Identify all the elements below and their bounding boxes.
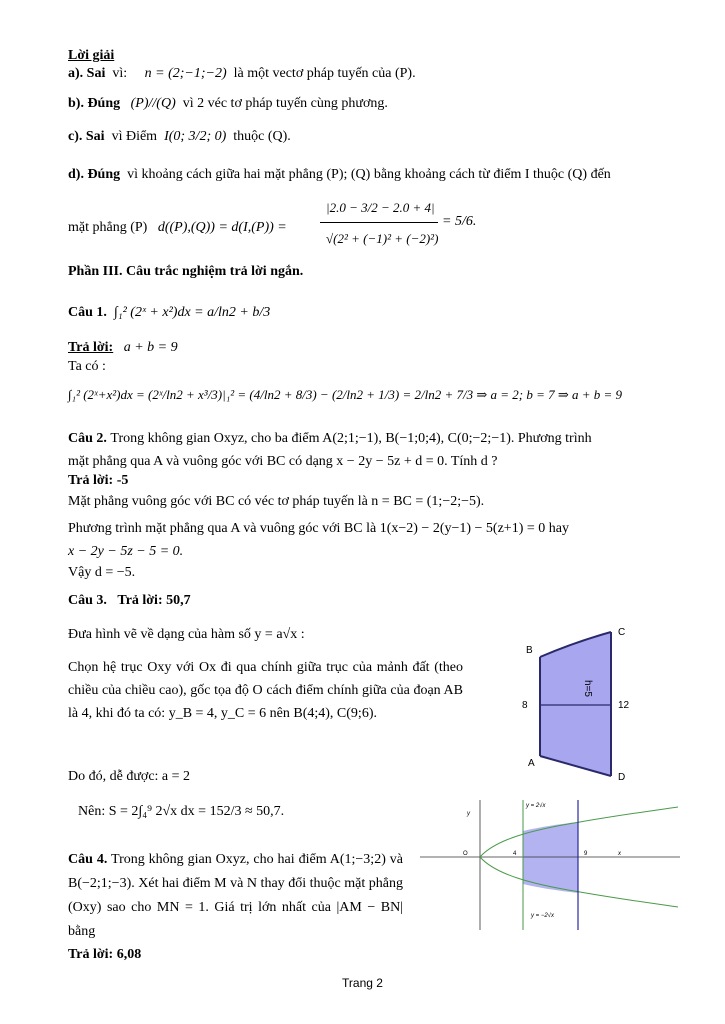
label-12: 12: [618, 700, 630, 711]
question-3-header: [68, 592, 191, 609]
item-b-rest: vì 2 véc tơ pháp tuyến cùng phương.: [182, 96, 388, 111]
item-b-expr: (P)//(Q): [130, 96, 176, 111]
question-2-line4: Phương trình mặt phẳng qua A và vuông góc với BC là 1(x−2) − 2(y−1) − 5(z+1) = 0 hay: [68, 521, 569, 536]
question-1-label: Câu 1.: [68, 305, 107, 320]
question-1-expr: ∫₁² (2ˣ + x²)dx = a/ln2 + b/3: [113, 305, 271, 320]
land-plot-figure: [515, 620, 680, 790]
item-a-label: a). Sai: [68, 66, 106, 81]
question-1-work: ∫₁² (2ˣ+x²)dx = (2ˣ/ln2 + x³/3)|₁² = (4/ln2 + 8/3) − (2/ln2 + 1/3) = 2/ln2 + 7/3 ⇒ a = 2; b = 7 ⇒ a + b = 9: [68, 387, 623, 402]
question-4-paragraph: [68, 848, 403, 944]
question-2-text1: Trong không gian Oxyz, cho ba điểm A(2;1;−1), B(−1;0;4), C(0;−2;−1). Phương trình: [110, 431, 592, 446]
item-d-result: = 5/6.: [442, 214, 477, 229]
label-a: A: [528, 758, 535, 769]
item-d: [68, 166, 611, 183]
question-3-line2: Do đó, dễ được: a = 2: [68, 769, 191, 784]
question-2-answer: Trả lời: -5: [68, 473, 129, 488]
question-3-answer: Trả lời: 50,7: [117, 593, 191, 608]
item-c: [68, 128, 291, 145]
question-1: [68, 304, 270, 321]
label-d: D: [618, 772, 626, 783]
question-2-line2: mặt phẳng qua A và vuông góc với BC có dạng x − 2y − 5z + d = 0. Tính d ?: [68, 454, 498, 469]
item-d-line2-text: mặt phẳng (P): [68, 220, 148, 235]
solution-heading: Lời giải: [68, 48, 115, 63]
item-c-text: vì Điểm: [111, 129, 158, 144]
question-4-label: Câu 4.: [68, 852, 108, 867]
question-4-answer: Trả lời: 6,08: [68, 947, 142, 962]
item-d-denominator: √(2² + (−1)² + (−2)²): [326, 231, 439, 246]
item-d-line2: [68, 219, 287, 236]
question-3-line3: Nên: S = 2∫₄⁹ 2√x dx = 152/3 ≈ 50,7.: [78, 804, 285, 819]
fraction-bar: [320, 222, 438, 223]
question-1-answer: [68, 339, 178, 356]
page-footer: Trang 2: [342, 976, 383, 990]
label-y: y: [467, 811, 470, 817]
label-9: 9: [584, 851, 588, 857]
item-d-numerator: |2.0 − 3/2 − 2.0 + 4|: [326, 200, 435, 215]
question-3-paragraph: Chọn hệ trục Oxy với Ox đi qua chính giữa trục của mảnh đất (theo chiều của chiều cao), gốc tọa độ O cách điểm chính giữa của đoạn AB là 4, khi đó ta có: y_B = 4, y_C = 6 nên B(4;4), C(9;6).: [68, 660, 463, 721]
item-d-label: d). Đúng: [68, 167, 121, 182]
parabola-graph: [420, 795, 680, 935]
label-bottom-curve: y = −2√x: [531, 913, 554, 919]
question-2-line5: x − 2y − 5z − 5 = 0.: [68, 544, 184, 559]
label-top-curve: y = 2√x: [526, 803, 546, 809]
question-4-text: Trong không gian Oxyz, cho hai điểm A(1;−3;2) và B(−2;1;−3). Xét hai điểm M và N thay đổi thuộc mặt phẳng (Oxy) sao cho MN = 1. Giá trị lớn nhất của |AM − BN| bằng: [68, 852, 404, 939]
label-b: B: [526, 645, 533, 656]
item-d-text: vì khoảng cách giữa hai mặt phẳng (P); (Q) bằng khoảng cách từ điểm I thuộc (Q) đến: [127, 167, 611, 182]
item-c-rest: thuộc (Q).: [233, 129, 291, 144]
label-c: C: [618, 627, 626, 638]
item-a-text: vì:: [112, 66, 128, 81]
item-c-point: I(0; 3/2; 0): [164, 129, 227, 144]
upper-curve: [480, 807, 678, 857]
label-x: x: [618, 851, 621, 857]
item-a-rest: là một vectơ pháp tuyến của (P).: [233, 66, 416, 81]
item-d-formula-lhs: d((P),(Q)) = d(I,(P)) =: [157, 220, 287, 235]
question-1-answer-value: a + b = 9: [123, 340, 178, 355]
label-4: 4: [513, 851, 517, 857]
question-2-line6: Vậy d = −5.: [68, 565, 136, 580]
question-2-line3: Mặt phẳng vuông góc với BC có véc tơ pháp tuyến là n = BC = (1;−2;−5).: [68, 494, 485, 509]
question-1-ta-co: Ta có :: [68, 359, 106, 374]
part-three-heading: Phần III. Câu trắc nghiệm trả lời ngắn.: [68, 264, 304, 279]
question-1-answer-label: Trả lời:: [68, 340, 114, 355]
label-h5: h=5: [582, 680, 593, 697]
item-c-label: c). Sai: [68, 129, 105, 144]
item-a-vector: n = (2;−1;−2): [144, 66, 227, 81]
item-a: [68, 65, 416, 82]
question-2-line1: [68, 430, 592, 447]
question-3-line1: Đưa hình vẽ về dạng của hàm số y = a√x :: [68, 627, 305, 642]
item-b: [68, 95, 388, 112]
item-b-label: b). Đúng: [68, 96, 121, 111]
label-o: O: [463, 851, 468, 857]
label-8: 8: [522, 700, 528, 711]
question-2-label: Câu 2.: [68, 431, 107, 446]
question-3-label: Câu 3.: [68, 593, 107, 608]
lower-curve: [480, 857, 678, 907]
